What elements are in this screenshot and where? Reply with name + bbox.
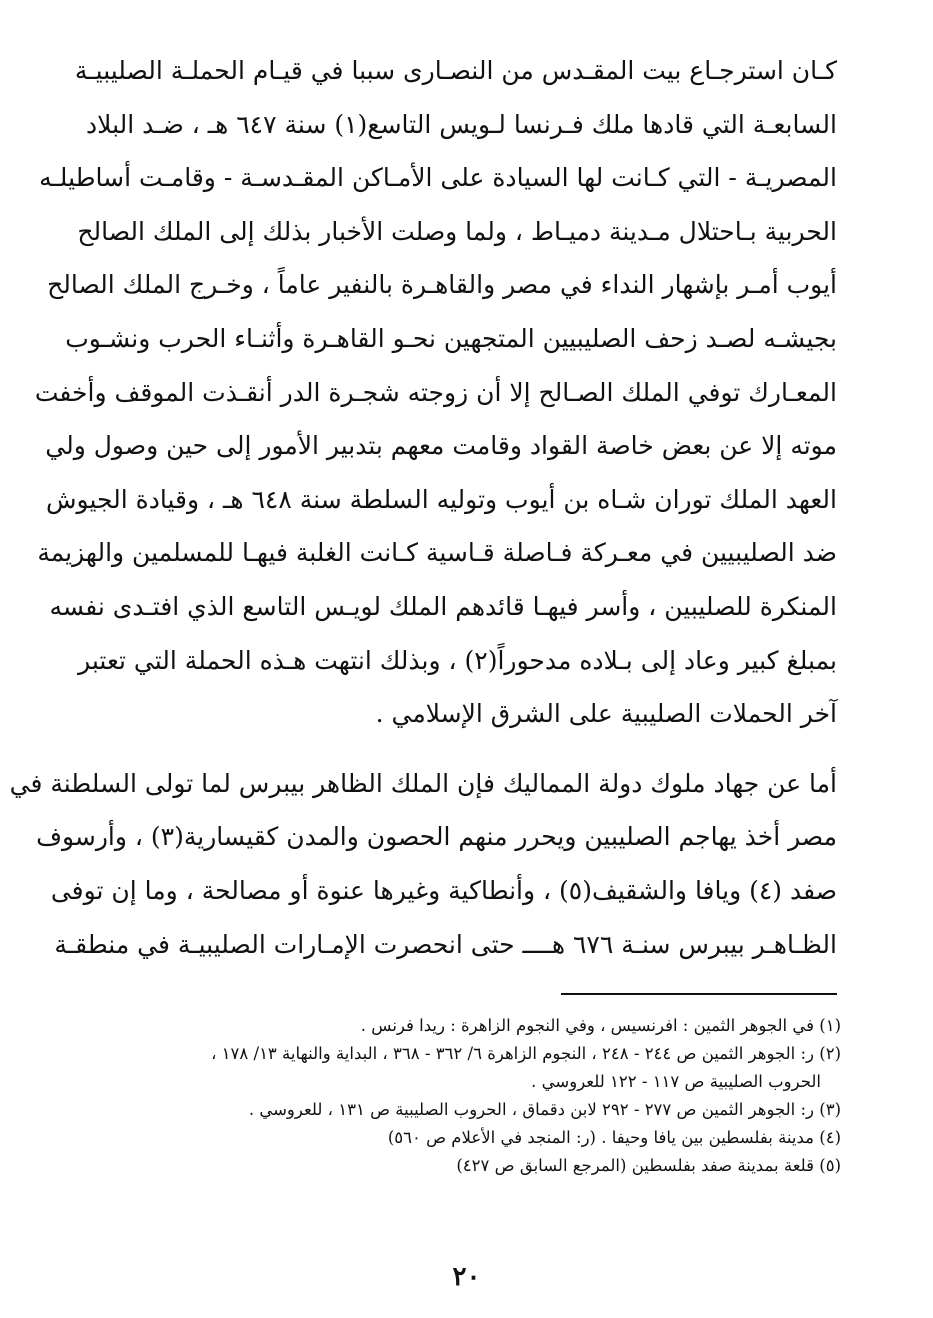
text-line: المعـارك توفي الملك الصـالح إلا أن زوجته شجـرة الدر أنقـذت الموقف وأخفت <box>34 377 837 407</box>
text-line: ضد الصليبيين في معـركة فـاصلة قـاسية كـانت الغلبة فيهـا للمسلمين والهزيمة <box>37 538 837 568</box>
footnote-5: (٥) قلعة بمدينة صفد بفلسطين (المرجع السابق ص ٤٢٧) <box>456 1156 841 1175</box>
text-line: السابعـة التي قادها ملك فـرنسا لـويس التاسع(١) سنة ٦٤٧ هـ ، ضـد البلاد <box>86 109 837 139</box>
text-line: الحربية بـاحتلال مـدينة دميـاط ، ولما وصلت الأخبار بذلك إلى الملك الصالح <box>77 216 837 246</box>
main-text <box>9 44 837 971</box>
footnote-2-continuation: الحروب الصليبية ص ١١٧ - ١٢٢ للعروسي . <box>531 1072 821 1091</box>
footnote-separator <box>561 993 837 995</box>
footnote-4: (٤) مدينة بفلسطين بين يافا وحيفا . (ر: المنجد في الأعلام ص ٥٦٠) <box>387 1128 841 1147</box>
text-line: كـان استرجـاع بيت المقـدس من النصـارى سببا في قيـام الحملـة الصليبيـة <box>74 56 837 85</box>
text-line: صفد (٤) ويافا والشقيف(٥) ، وأنطاكية وغيرها عنوة أو مصالحة ، وما إن توفى <box>50 875 837 905</box>
footnotes <box>140 1012 841 1180</box>
text-line: بجيشـه لصـد زحف الصليبيين المتجهين نحـو القاهـرة وأثنـاء الحرب ونشـوب <box>65 323 837 353</box>
text-line: الظـاهـر بيبرس سنـة ٦٧٦ هــــ حتى انحصرت الإمـارات الصليبيـة في منطقـة <box>54 929 837 959</box>
text-line: آخر الحملات الصليبية على الشرق الإسلامي . <box>375 699 837 729</box>
text-line: أما عن جهاد ملوك دولة المماليك فإن الملك الظاهر بيبرس لما تولى السلطنة في <box>9 768 837 798</box>
text-line: أيوب أمـر بإشهار النداء في مصر والقاهـرة بالنفير عاماً ، وخـرج الملك الصالح <box>47 270 837 300</box>
text-line: موته إلا عن بعض خاصة القواد وقامت معهم بتدبير الأمور إلى حين وصول ولي <box>45 431 837 461</box>
paragraph-2 <box>9 757 837 971</box>
text-line: المصريـة - التي كـانت لها السيادة على الأمـاكن المقـدسـة - وقامـت أساطيلـه <box>39 163 837 193</box>
text-line: بمبلغ كبير وعاد إلى بـلاده مدحوراً(٢) ، وبذلك انتهت هـذه الحملة التي تعتبر <box>78 645 837 675</box>
footnote-1: (١) في الجوهر الثمين : افرنسيس ، وفي النجوم الزاهرة : ريدا فرنس . <box>360 1016 841 1035</box>
footnote-2: (٢) ر: الجوهر الثمين ص ٢٤٤ - ٢٤٨ ، النجوم الزاهرة ٦/ ٣٦٢ - ٣٦٨ ، البداية والنهاية ١٣/ ١٧٨ ، <box>211 1044 841 1063</box>
paragraph-1 <box>34 44 837 741</box>
footnote-3: (٣) ر: الجوهر الثمين ص ٢٧٧ - ٢٩٢ لابن دقماق ، الحروب الصليبية ص ١٣١ ، للعروسي . <box>248 1100 841 1119</box>
text-line: العهد الملك توران شـاه بن أيوب وتوليه السلطة سنة ٦٤٨ هـ ، وقيادة الجيوش <box>46 484 837 514</box>
page-number: ٢٠ <box>452 1262 481 1292</box>
text-line: مصر أخذ يهاجم الصليبين ويحرر منهم الحصون والمدن كقيسارية(٣) ، وأرسوف <box>36 822 837 852</box>
text-line: المنكرة للصليبين ، وأسر فيهـا قائدهم الملك لويـس التاسع الذي افتـدى نفسه <box>49 591 837 621</box>
